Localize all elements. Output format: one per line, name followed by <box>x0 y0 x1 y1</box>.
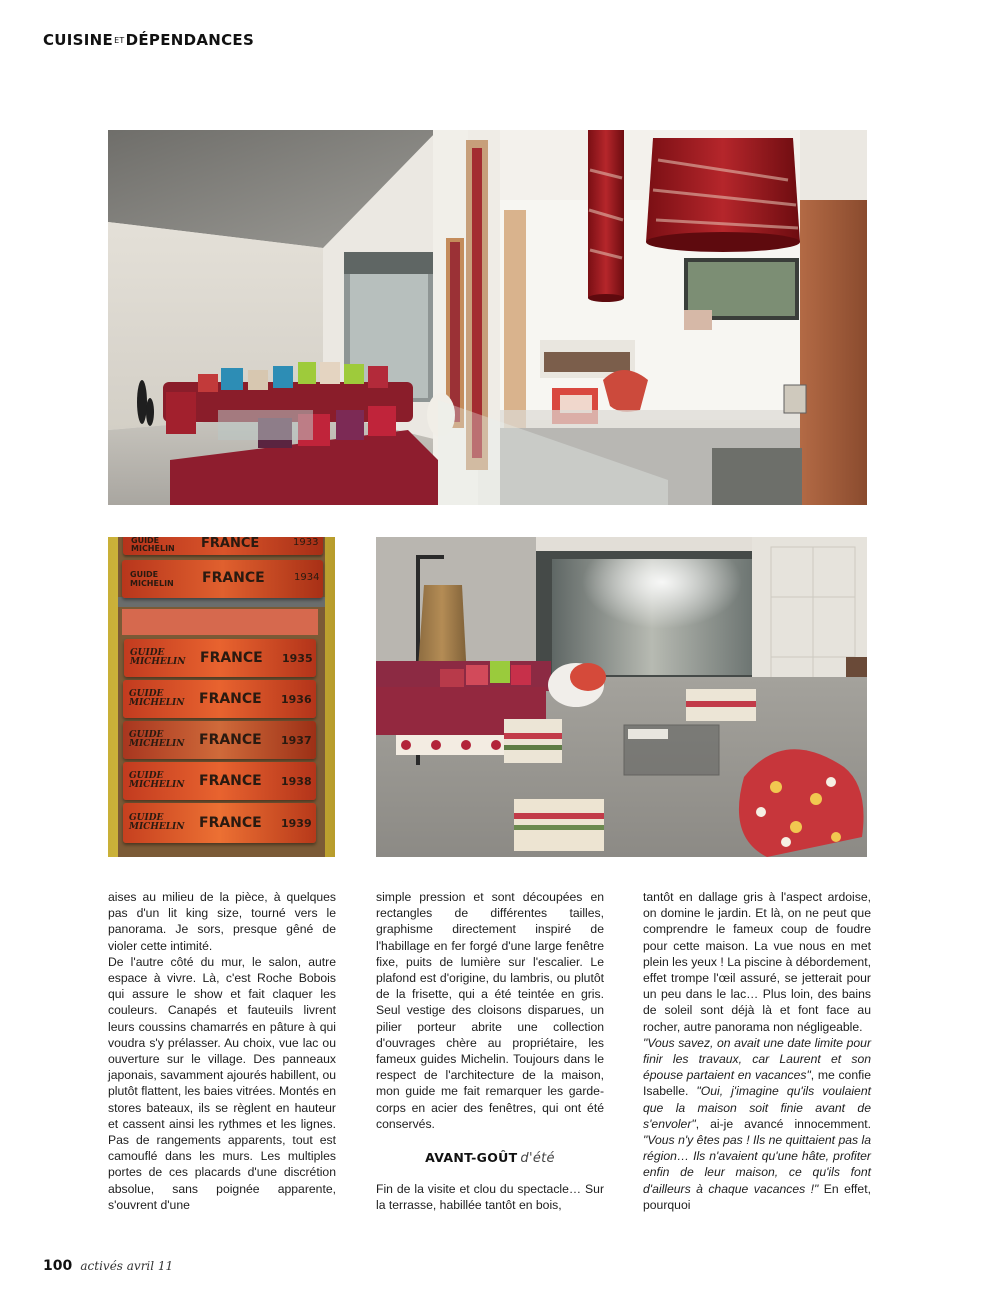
header-cuisine: CUISINE <box>43 31 114 49</box>
subheading-bold: AVANT-GOÛT <box>425 1150 518 1166</box>
section-subheading <box>376 1150 604 1167</box>
magazine-issue: activés avril 11 <box>80 1259 174 1273</box>
book-country: FRANCE <box>199 691 262 707</box>
book-guide-label: GUIDE MICHELIN <box>129 689 185 708</box>
book-spine <box>123 537 323 555</box>
narration: En effet, pourquoi <box>643 1181 871 1212</box>
paragraph: tantôt en dallage gris à l'aspect ardoise, on domine le jardin. Et là, on ne peut que comprendre le fameux coup de foudre pour cette maison. La vue nous en met plein les yeux ! La piscine à débordement, effet trompe l'œil assuré, se jetterait pour un peu dans le lac… Plus loin, des bains de soleil sont déjà là et font face au rocher, autre panorama non négligeable. <box>643 890 871 1034</box>
book-year: 1936 <box>281 693 312 706</box>
book-country: FRANCE <box>199 815 262 831</box>
page-number: 100 <box>43 1258 73 1274</box>
paragraph: simple pression et sont découpées en rectangles de différentes tailles, graphisme directement inspiré de l'habillage en fer forgé d'une large fenêtre fixe, puits de lumière sur l'escalier. Le plafond est d'origine, du lambris, ou plutôt de la frisette, qui a été teintée en gris. Seul vestige des cloisons disparues, un pilier porteur abrite une collection d'ouvrages chère au propriétaire, les fameux guides Michelin. Toujours dans le respect de l'architecture de la maison, mon guide me fait remarquer les garde-corps en acier des fenêtres, qui ont été conservés. <box>376 890 604 1131</box>
book-guide-label: GUIDE MICHELIN <box>130 648 186 667</box>
book-year: 1938 <box>281 775 312 788</box>
header-et: ET <box>114 36 125 45</box>
photo-living-room-mezzanine <box>108 130 867 505</box>
book-year: 1939 <box>281 817 312 830</box>
narration: , ai-je avancé innocemment. <box>695 1116 871 1131</box>
narration: , me confie Isabelle. <box>643 1068 871 1099</box>
book-guide-label: GUIDE MICHELIN <box>130 570 174 588</box>
book-spine <box>124 639 316 677</box>
book-year: 1935 <box>282 652 313 665</box>
quote: "Vous savez, on avait une date limite pour finir les travaux, car Laurent et son épouse partaient en vacances" <box>643 1035 871 1083</box>
book-country: FRANCE <box>201 537 260 551</box>
section-header <box>43 31 254 49</box>
book-spine <box>123 721 316 759</box>
paragraph: Fin de la visite et clou du spectacle… Sur la terrasse, habillée tantôt en bois, <box>376 1182 604 1213</box>
text-column-3 <box>643 889 871 1213</box>
paragraph-quotes <box>643 1035 871 1213</box>
quote: "Oui, j'imagine qu'ils voulaient que la maison soit finie avant de s'envoler" <box>643 1084 871 1131</box>
book-year: 1934 <box>294 572 320 583</box>
photo-living-room-window <box>376 537 867 857</box>
book-spine <box>123 803 316 843</box>
book-guide-label: GUIDE MICHELIN <box>129 730 185 749</box>
book-guide-label: GUIDE MICHELIN <box>129 813 185 832</box>
book-guide-label: GUIDE MICHELIN <box>131 537 175 553</box>
paragraph: aises au milieu de la pièce, à quelques pas d'un lit king size, tourné vers le panorama. Je sors, presque gêné de violer cette intimité. <box>108 890 336 953</box>
book-country: FRANCE <box>202 570 265 586</box>
book-country: FRANCE <box>199 732 262 748</box>
header-dependances: DÉPENDANCES <box>125 31 255 49</box>
book-year: 1933 <box>293 537 319 548</box>
page-footer <box>43 1258 173 1274</box>
book-spine <box>123 680 316 718</box>
text-column-2 <box>376 889 604 1214</box>
book-spine <box>122 560 323 598</box>
book-country: FRANCE <box>199 773 262 789</box>
book-spine <box>123 762 316 800</box>
books-stack <box>120 537 323 857</box>
subheading-light: d'été <box>520 1151 555 1167</box>
photo-michelin-guides <box>108 537 335 857</box>
book-guide-label: GUIDE MICHELIN <box>129 771 185 790</box>
book-year: 1937 <box>281 734 312 747</box>
text-column-1 <box>108 889 336 1213</box>
quote: "Vous n'y êtes pas ! Ils ne quittaient pas la région… Ils n'avaient qu'une hâte, profiter enfin de leur maison, ce qu'ils font d'ailleurs à chaque vacances !" <box>643 1133 871 1196</box>
paragraph: De l'autre côté du mur, le salon, autre espace à vivre. Là, c'est Roche Bobois qui assure le show et fait claquer les couleurs. Canapés et fauteuils livrent leurs coussins chamarrés en pâture à qui voudra s'y prélasser. Au choix, vue lac ou ouverture sur le village. Des panneaux japonais, savamment ajourés habillent, ou plutôt flattent, les baies vitrées. Montés en stores bateaux, ils se règlent en hauteur et cassent ainsi les rythmes et les lignes. Pas de rangements apparents, tout est camouflé dans les murs. Les multiples portes de ces placards d'une discrétion absolue, sans poignée apparente, s'ouvrent d'une <box>108 954 336 1212</box>
book-country: FRANCE <box>200 650 263 666</box>
